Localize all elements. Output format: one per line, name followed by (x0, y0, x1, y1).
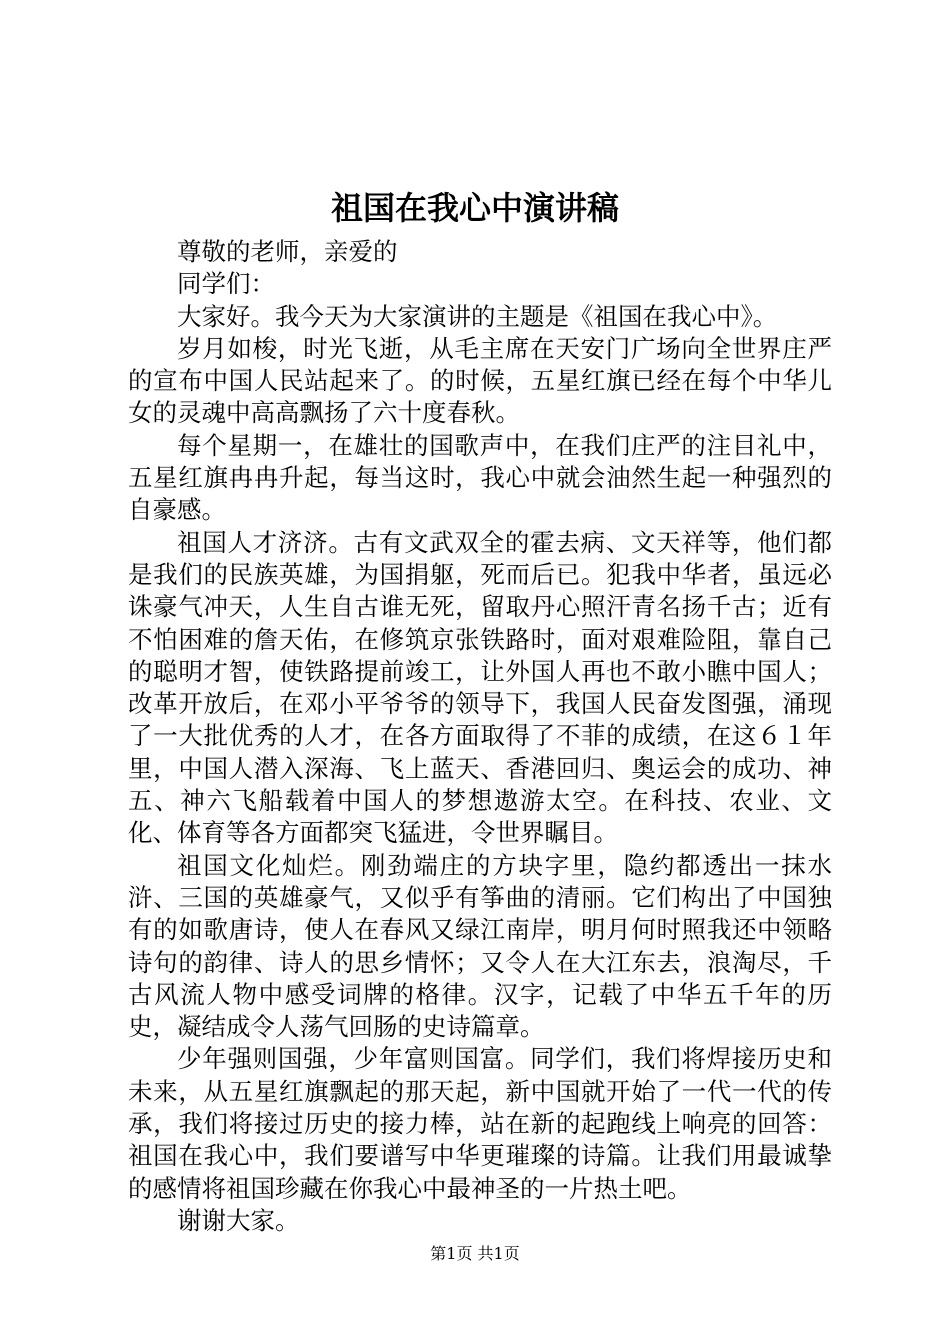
document-body (128, 236, 832, 1237)
paragraph-body: 每个星期一，在雄壮的国歌声中，在我们庄严的注目礼中，五星红旗冉冉升起，每当这时，我心中就会油然生起一种强烈的自豪感。 (128, 430, 832, 525)
paragraph-body: 少年强则国强，少年富则国富。同学们，我们将焊接历史和未来，从五星红旗飘起的那天起，新中国就开始了一代一代的传承，我们将接过历史的接力棒，站在新的起跑线上响亮的回答：祖国在我心中，我们要谱写中华更璀璨的诗篇。让我们用最诚挚的感情将祖国珍藏在你我心中最神圣的一片热土吧。 (128, 1044, 832, 1203)
paragraph-salutation-1: 尊敬的老师，亲爱的 (177, 237, 398, 266)
page-footer: 第1页 共1页 (430, 1244, 520, 1263)
paragraph-greeting: 大家好。我今天为大家演讲的主题是《祖国在我心中》。 (177, 301, 778, 331)
paragraph-closing: 谢谢大家。 (177, 1205, 300, 1235)
paragraph-salutation-2: 同学们： (177, 269, 275, 299)
document-title: 祖国在我心中演讲稿 (330, 189, 619, 227)
paragraph-body: 祖国文化灿烂。刚劲端庄的方块字里，隐约都透出一抹水浒、三国的英雄豪气，又似乎有筝曲的清丽。它们构出了中国独有的如歌唐诗，使人在春风又绿江南岸，明月何时照我还中领略诗句的韵律、诗人的思乡情怀；又令人在大江东去，浪淘尽，千古风流人物中感受词牌的格律。汉字，记载了中华五千年的历史，凝结成令人荡气回肠的史诗篇章。 (128, 850, 832, 1042)
paragraph-body: 岁月如梭，时光飞逝，从毛主席在天安门广场向全世界庄严的宣布中国人民站起来了。的时候，五星红旗已经在每个中华儿女的灵魂中高高飘扬了六十度春秋。 (128, 333, 832, 428)
paragraph-body: 祖国人才济济。古有文武双全的霍去病、文天祥等，他们都是我们的民族英雄，为国捐躯，死而后已。犯我中华者，虽远必诛豪气冲天，人生自古谁无死，留取丹心照汗青名扬千古；近有不怕困难的詹天佑，在修筑京张铁路时，面对艰难险阻，靠自己的聪明才智，使铁路提前竣工，让外国人再也不敢小瞧中国人；改革开放后，在邓小平爷爷的领导下，我国人民奋发图强，涌现了一大批优秀的人才，在各方面取得了不菲的成绩，在这６１年里，中国人潜入深海、飞上蓝天、香港回归、奥运会的成功、神五、神六飞船载着中国人的梦想遨游太空。在科技、农业、文化、体育等各方面都突飞猛进，令世界瞩目。 (128, 527, 832, 848)
